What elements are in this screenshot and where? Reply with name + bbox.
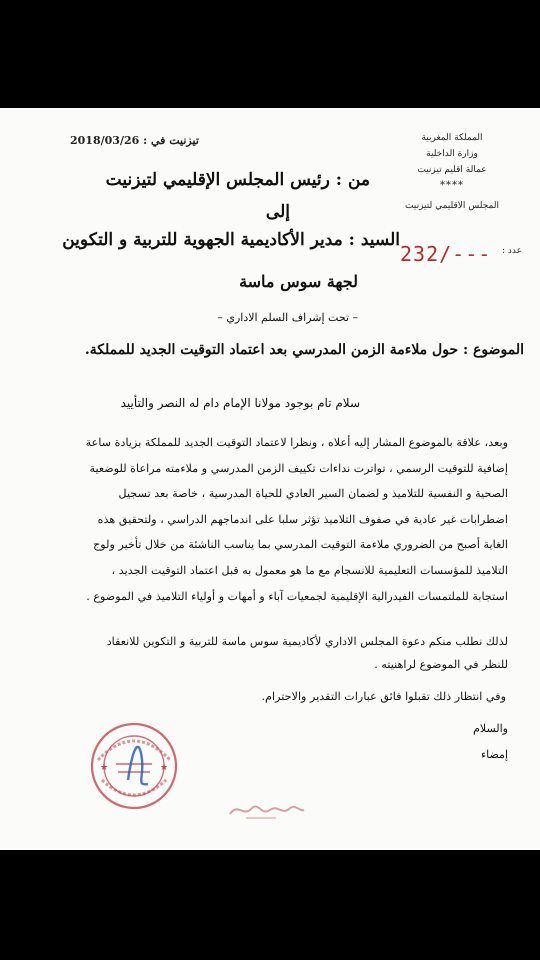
to-label: إلى: [265, 202, 290, 222]
request-line: للنظر في الموضوع لراهنيته .: [374, 658, 508, 671]
reference-number: 232/---: [400, 242, 492, 266]
stars-divider: ****: [440, 180, 464, 191]
handwritten-signature-icon: [226, 798, 306, 822]
letterhead: [392, 130, 512, 214]
reference-label: عدد :: [502, 246, 522, 256]
ministry-line: وزارة الداخلية: [426, 149, 478, 159]
body-line: إضافية للتوقيت الرسمي ، تواترت نداءات تكييف الزمن المدرسي و ملاءمته مراعاة للوضعية: [89, 461, 508, 475]
body-line: وبعد، علاقة بالموضوع المشار إليه أعلاه ، ونظرا لاعتماد التوقيت الجديد للمملكة بزيادة ساعة: [85, 436, 508, 449]
province-line: عمالة اقليم تيزنيت: [417, 165, 487, 175]
body-line: اضطرابات غير عادية في صفوف التلاميذ تؤثر سلبا على اندماجهم الدراسي ، ولتحقيق هذه: [97, 512, 508, 526]
request-line: لذلك نطلب منكم دعوة المجلس الاداري لأكاديمية سوس ماسة للتربية و التكوين للانعقاد: [106, 635, 508, 648]
kingdom-line: المملكة المغربية: [421, 133, 483, 143]
signature-label: إمضاء: [480, 748, 508, 761]
recipient-line: السيد : مدير الأكاديمية الجهوية للتربية و التكوين: [62, 230, 400, 250]
council-line: المجلس الاقليمي لتيزنيت: [405, 201, 499, 211]
region-line: لجهة سوس ماسة: [239, 272, 358, 291]
body-paragraph: [40, 430, 508, 609]
greeting-line: سلام تام بوجود مولانا الإمام دام له النصر والتأييد: [120, 396, 360, 410]
closing-line: وفي انتظار ذلك تقبلوا فائق عبارات التقدير والاحترام.: [261, 690, 506, 703]
body-line: استجابة للملتمسات الفيدرالية الإقليمية لجمعيات آباء و أمهات و أولياء التلاميذ في الموضوع .: [86, 589, 508, 603]
official-stamp-icon: [88, 720, 180, 812]
body-line: الغاية أصبح من الضروري ملاءمة التوقيت المدرسي بما يناسب الناشئة من خلال تأخير ولوج: [93, 538, 508, 552]
svg-text:★: ★: [100, 763, 109, 773]
salutation-line: والسلام: [473, 722, 508, 735]
svg-text:★: ★: [160, 763, 169, 773]
body-line: التلاميذ للمؤسسات التعليمية للانسجام مع ما هو معمول به قبل اعتماد التوقيت الجديد ،: [111, 563, 508, 577]
letter-page: [0, 108, 540, 850]
sender-line: من : رئيس المجلس الإقليمي لتيزنيت: [105, 170, 370, 190]
subject-line: الموضوع : حول ملاءمة الزمن المدرسي بعد اعتماد التوقيت الجديد للمملكة.: [84, 342, 524, 358]
request-paragraph: [40, 630, 508, 676]
supervision-note: – تحت إشراف السلم الاداري –: [217, 311, 358, 324]
body-line: الصحية و النفسية للتلاميذ و لضمان السير العادي للحياة المدرسية ، خاصة بعد تسجيل: [118, 487, 508, 501]
letter-date: تيزنيت في : 2018/03/26: [70, 134, 199, 147]
